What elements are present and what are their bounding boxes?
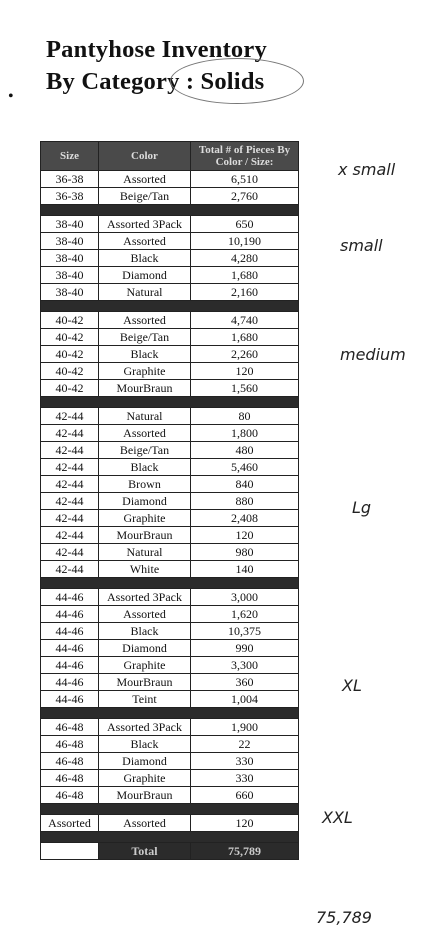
cell-size: 46-48 bbox=[41, 770, 99, 787]
note-xsmall: x small bbox=[338, 160, 396, 179]
cell-size: 40-42 bbox=[41, 346, 99, 363]
cell-color: Graphite bbox=[99, 657, 191, 674]
separator-row bbox=[41, 205, 299, 216]
table-row bbox=[41, 267, 299, 284]
note-large: Lg bbox=[352, 498, 372, 517]
cell-total: 650 bbox=[191, 216, 299, 233]
table-row bbox=[41, 233, 299, 250]
cell-color: Black bbox=[99, 346, 191, 363]
cell-total: 3,000 bbox=[191, 589, 299, 606]
table-row bbox=[41, 363, 299, 380]
separator-row bbox=[41, 804, 299, 815]
cell-size: 44-46 bbox=[41, 606, 99, 623]
table-row bbox=[41, 425, 299, 442]
table-row bbox=[41, 657, 299, 674]
cell-total: 120 bbox=[191, 815, 299, 832]
cell-total: 1,560 bbox=[191, 380, 299, 397]
cell-size: 36-38 bbox=[41, 188, 99, 205]
cell-size: 40-42 bbox=[41, 329, 99, 346]
cell-size: 42-44 bbox=[41, 544, 99, 561]
cell-size: 38-40 bbox=[41, 233, 99, 250]
cell-color: Graphite bbox=[99, 510, 191, 527]
table-row bbox=[41, 216, 299, 233]
table-row bbox=[41, 493, 299, 510]
table-row bbox=[41, 544, 299, 561]
table-row bbox=[41, 346, 299, 363]
cell-size: 44-46 bbox=[41, 623, 99, 640]
separator-bar bbox=[41, 578, 299, 589]
cell-color: Assorted bbox=[99, 425, 191, 442]
separator-bar bbox=[41, 804, 299, 815]
cell-size: 44-46 bbox=[41, 674, 99, 691]
cell-total: 4,740 bbox=[191, 312, 299, 329]
cell-color: MourBraun bbox=[99, 380, 191, 397]
cell-total: 1,004 bbox=[191, 691, 299, 708]
table-row bbox=[41, 719, 299, 736]
cell-size: 46-48 bbox=[41, 719, 99, 736]
table-row bbox=[41, 691, 299, 708]
cell-color: Assorted 3Pack bbox=[99, 719, 191, 736]
cell-color: White bbox=[99, 561, 191, 578]
cell-color: Assorted bbox=[99, 312, 191, 329]
table-row bbox=[41, 459, 299, 476]
handdrawn-circle bbox=[170, 58, 304, 104]
table-row bbox=[41, 250, 299, 267]
note-small: small bbox=[340, 236, 383, 255]
cell-total: 10,190 bbox=[191, 233, 299, 250]
table-row bbox=[41, 408, 299, 425]
cell-size: 44-46 bbox=[41, 691, 99, 708]
cell-total: 2,760 bbox=[191, 188, 299, 205]
table-row bbox=[41, 753, 299, 770]
separator-bar bbox=[41, 708, 299, 719]
table-row bbox=[41, 623, 299, 640]
table-row bbox=[41, 476, 299, 493]
table-row bbox=[41, 380, 299, 397]
cell-total: 480 bbox=[191, 442, 299, 459]
separator-row bbox=[41, 708, 299, 719]
cell-color: Graphite bbox=[99, 363, 191, 380]
separator-bar bbox=[41, 397, 299, 408]
total-blank bbox=[41, 843, 99, 860]
cell-total: 2,408 bbox=[191, 510, 299, 527]
cell-total: 2,160 bbox=[191, 284, 299, 301]
cell-color: Black bbox=[99, 459, 191, 476]
note-xl: XL bbox=[342, 676, 362, 695]
cell-size: 42-44 bbox=[41, 459, 99, 476]
table-row bbox=[41, 527, 299, 544]
cell-size: 38-40 bbox=[41, 216, 99, 233]
cell-size: 42-44 bbox=[41, 425, 99, 442]
table-header-row bbox=[41, 142, 299, 171]
cell-size: 44-46 bbox=[41, 640, 99, 657]
table-row bbox=[41, 188, 299, 205]
cell-color: Natural bbox=[99, 408, 191, 425]
cell-size: 46-48 bbox=[41, 753, 99, 770]
note-total: 75,789 bbox=[316, 908, 372, 927]
header-size: Size bbox=[41, 142, 99, 171]
table-row bbox=[41, 510, 299, 527]
cell-color: Black bbox=[99, 736, 191, 753]
cell-total: 6,510 bbox=[191, 171, 299, 188]
cell-color: Assorted bbox=[99, 233, 191, 250]
cell-size: 44-46 bbox=[41, 589, 99, 606]
cell-total: 990 bbox=[191, 640, 299, 657]
cell-total: 1,800 bbox=[191, 425, 299, 442]
cell-size: 42-44 bbox=[41, 510, 99, 527]
cell-color: Assorted bbox=[99, 171, 191, 188]
cell-color: Teint bbox=[99, 691, 191, 708]
separator-row bbox=[41, 397, 299, 408]
table-row bbox=[41, 312, 299, 329]
separator-row bbox=[41, 578, 299, 589]
cell-total: 22 bbox=[191, 736, 299, 753]
cell-size: 38-40 bbox=[41, 250, 99, 267]
cell-color: Black bbox=[99, 250, 191, 267]
cell-total: 660 bbox=[191, 787, 299, 804]
table-row bbox=[41, 561, 299, 578]
table-row bbox=[41, 606, 299, 623]
cell-size: 42-44 bbox=[41, 408, 99, 425]
cell-size: 42-44 bbox=[41, 442, 99, 459]
cell-color: Diamond bbox=[99, 267, 191, 284]
cell-color: Beige/Tan bbox=[99, 442, 191, 459]
cell-color: MourBraun bbox=[99, 674, 191, 691]
table-row bbox=[41, 589, 299, 606]
cell-size: Assorted bbox=[41, 815, 99, 832]
cell-color: Assorted bbox=[99, 606, 191, 623]
separator-row bbox=[41, 301, 299, 312]
table-row bbox=[41, 674, 299, 691]
note-xxl: XXL bbox=[322, 808, 353, 827]
table-row bbox=[41, 329, 299, 346]
cell-total: 120 bbox=[191, 363, 299, 380]
total-label: Total bbox=[99, 843, 191, 860]
cell-total: 980 bbox=[191, 544, 299, 561]
header-color: Color bbox=[99, 142, 191, 171]
cell-total: 1,680 bbox=[191, 329, 299, 346]
cell-total: 880 bbox=[191, 493, 299, 510]
cell-size: 44-46 bbox=[41, 657, 99, 674]
total-value: 75,789 bbox=[191, 843, 299, 860]
cell-size: 40-42 bbox=[41, 312, 99, 329]
table-row bbox=[41, 284, 299, 301]
table-row bbox=[41, 640, 299, 657]
cell-size: 46-48 bbox=[41, 787, 99, 804]
cell-size: 36-38 bbox=[41, 171, 99, 188]
table-row bbox=[41, 770, 299, 787]
cell-color: Natural bbox=[99, 284, 191, 301]
separator-row bbox=[41, 832, 299, 843]
note-medium: medium bbox=[340, 345, 406, 364]
inventory-table bbox=[40, 141, 299, 860]
cell-color: Diamond bbox=[99, 640, 191, 657]
cell-color: Assorted 3Pack bbox=[99, 216, 191, 233]
table-row bbox=[41, 815, 299, 832]
cell-total: 10,375 bbox=[191, 623, 299, 640]
cell-total: 1,620 bbox=[191, 606, 299, 623]
cell-color: Black bbox=[99, 623, 191, 640]
cell-total: 80 bbox=[191, 408, 299, 425]
cell-color: Assorted 3Pack bbox=[99, 589, 191, 606]
cell-total: 330 bbox=[191, 770, 299, 787]
cell-total: 140 bbox=[191, 561, 299, 578]
cell-total: 4,280 bbox=[191, 250, 299, 267]
cell-total: 1,900 bbox=[191, 719, 299, 736]
header-total: Total # of Pieces By Color / Size: bbox=[191, 142, 299, 171]
table-row bbox=[41, 787, 299, 804]
cell-color: Natural bbox=[99, 544, 191, 561]
cell-size: 42-44 bbox=[41, 527, 99, 544]
table-row bbox=[41, 442, 299, 459]
table-row bbox=[41, 736, 299, 753]
cell-color: Assorted bbox=[99, 815, 191, 832]
separator-bar bbox=[41, 301, 299, 312]
table-row bbox=[41, 171, 299, 188]
cell-size: 42-44 bbox=[41, 476, 99, 493]
title-line-2: By Category : Solids bbox=[46, 68, 265, 95]
cell-color: Diamond bbox=[99, 493, 191, 510]
cell-total: 5,460 bbox=[191, 459, 299, 476]
cell-color: MourBraun bbox=[99, 527, 191, 544]
total-row bbox=[41, 843, 299, 860]
cell-size: 42-44 bbox=[41, 561, 99, 578]
cell-size: 40-42 bbox=[41, 363, 99, 380]
cell-total: 3,300 bbox=[191, 657, 299, 674]
cell-total: 120 bbox=[191, 527, 299, 544]
cell-size: 42-44 bbox=[41, 493, 99, 510]
margin-bullet: • bbox=[8, 88, 14, 105]
cell-color: Graphite bbox=[99, 770, 191, 787]
cell-total: 360 bbox=[191, 674, 299, 691]
cell-size: 46-48 bbox=[41, 736, 99, 753]
separator-bar bbox=[41, 832, 299, 843]
cell-total: 2,260 bbox=[191, 346, 299, 363]
cell-color: Beige/Tan bbox=[99, 188, 191, 205]
cell-color: Brown bbox=[99, 476, 191, 493]
cell-color: Diamond bbox=[99, 753, 191, 770]
separator-bar bbox=[41, 205, 299, 216]
cell-total: 840 bbox=[191, 476, 299, 493]
cell-size: 38-40 bbox=[41, 267, 99, 284]
cell-total: 1,680 bbox=[191, 267, 299, 284]
title-line-1: Pantyhose Inventory bbox=[46, 36, 267, 63]
cell-total: 330 bbox=[191, 753, 299, 770]
cell-size: 38-40 bbox=[41, 284, 99, 301]
cell-color: Beige/Tan bbox=[99, 329, 191, 346]
cell-size: 40-42 bbox=[41, 380, 99, 397]
cell-color: MourBraun bbox=[99, 787, 191, 804]
